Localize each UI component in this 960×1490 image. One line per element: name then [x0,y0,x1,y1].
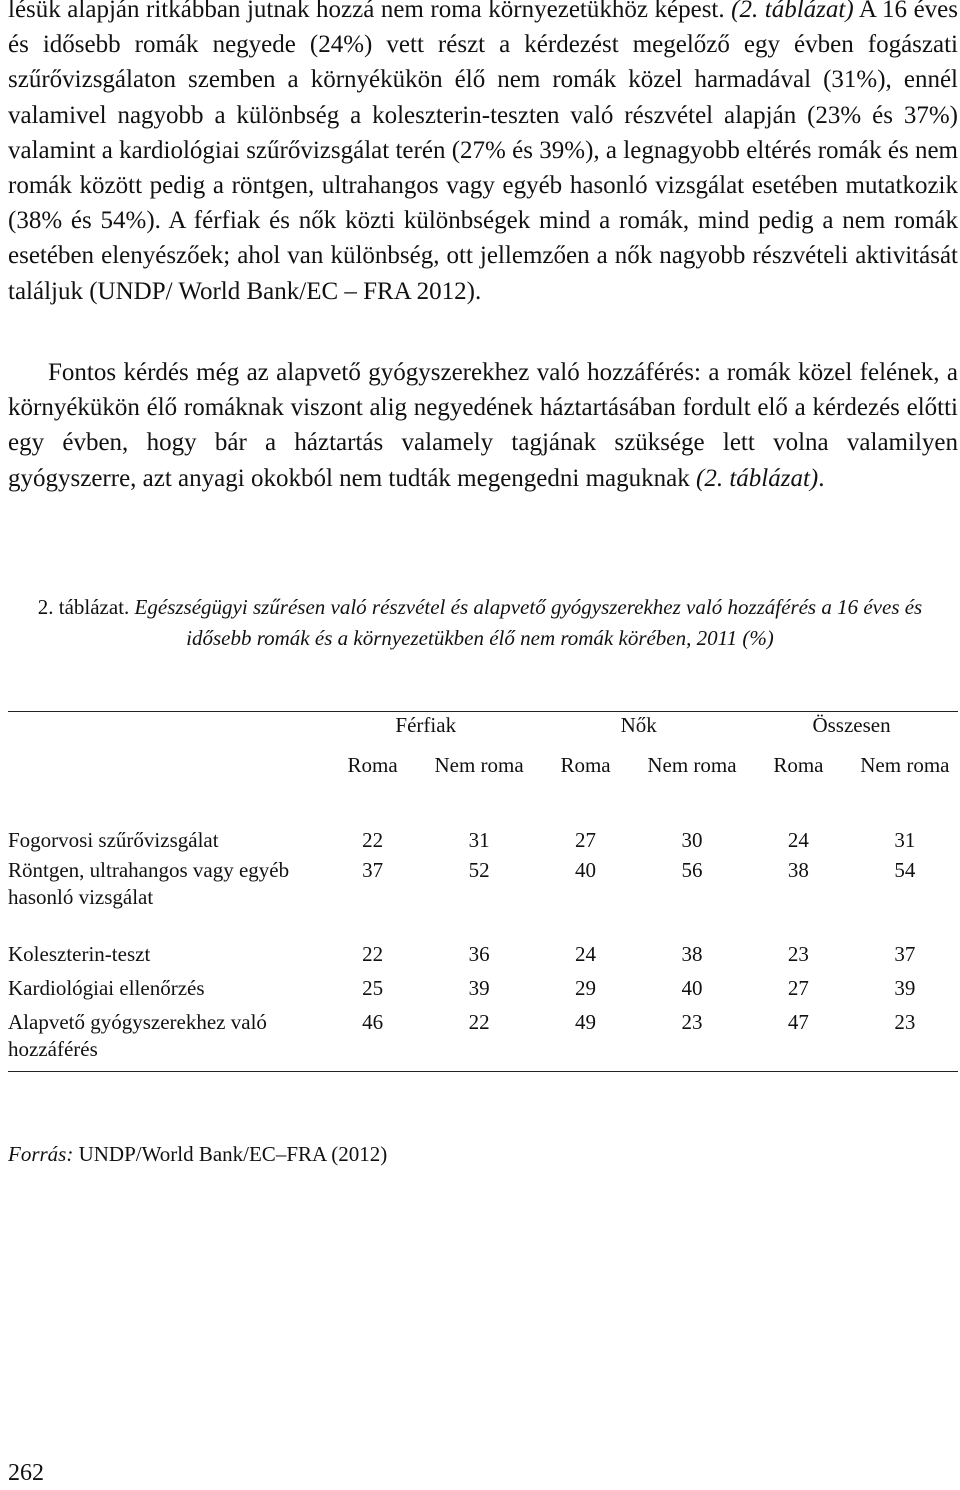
subheader-cell: Roma [560,753,611,777]
table-cell: 40 [575,858,597,882]
table-cell: 36 [468,942,490,966]
table-cell: 27 [787,976,809,1000]
table-cell: 38 [787,858,809,882]
table-row [8,1009,958,1072]
table-row [8,975,958,1009]
table-cell: 38 [681,942,703,966]
table-cell: 52 [468,858,490,882]
group-header-nok: Nők [620,713,657,737]
row-label: Röntgen, ultrahangos vagy egyéb hasonló vizsgálat [8,858,290,909]
table-cell: 56 [681,858,703,882]
page-number: 262 [8,1460,44,1486]
table-source-note [8,1139,387,1169]
paragraph-text: Fontos kérdés még az alapvető gyógyszerekhez való hozzáférés: a romák közel felének, a környékükön élő romáknak viszont alig negyedének háztartásában fordult elő a kérdezés előtti egy évben, hogy bár a háztartás valamely tagjának szüksége lett volna valamilyen gyógyszerre, azt anyagi okokból nem tudták megengedni maguknak [8,359,958,492]
source-text: UNDP/World Bank/EC–FRA (2012) [73,1142,388,1166]
table-cell: 27 [575,828,597,852]
row-label: Fogorvosi szűrővizsgálat [8,828,219,852]
paragraph-text: A 16 éves és idősebb romák negyede (24%) vett részt a kérdezést megelőző egy évben fogászati szűrővizsgálaton szemben a környékükön élő nem romák közel harmadával (31%), ennél valamivel nagyobb a különbség a koleszterin-teszten való részvétel alapján (23% és 37%) valamint a kardiológiai szűrővizsgálat terén (27% és 39%), a legnagyobb eltérés romák és nem romák között pedig a röntgen, ultrahangos vagy egyéb hasonló vizsgálat esetében mutatkozik (38% és 54%). A férfiak és nők közti különbségek mind a romák, mind pedig a nem romák esetében elenyészőek; ahol van különbség, ott jellemzően a nők nagyobb részvételi aktivitását találjuk (UNDP/ World Bank/EC – FRA 2012). [8,0,959,305]
table-cell: 22 [362,828,384,852]
table-cell: 54 [894,858,916,882]
table-cell: 24 [787,828,809,852]
table-cell: 31 [468,828,490,852]
table-reference: (2. táblázat) [696,464,819,492]
table-cell: 37 [894,942,916,966]
subheader-cell: Nem roma [434,753,524,777]
subheader-cell: Nem roma [647,753,737,777]
table-caption [30,592,930,654]
subheader-cell: Roma [773,753,824,777]
table-cell: 23 [787,942,809,966]
table-cell: 24 [575,942,597,966]
table-cell: 49 [575,1010,597,1034]
group-header-osszesen: Összesen [812,713,891,737]
table-caption-label: 2. táblázat. [37,595,130,619]
table-cell: 23 [681,1010,703,1034]
row-label: Kardiológiai ellenőrzés [8,976,205,1000]
table-cell: 30 [681,828,703,852]
source-label: Forrás: [8,1142,74,1166]
table-cell: 29 [575,976,597,1000]
subheader-cell: Nem roma [860,753,950,777]
body-paragraph-2 [8,355,958,496]
table-cell: 31 [894,828,916,852]
table-group-header-row [8,712,958,753]
table-cell: 37 [362,858,384,882]
table-cell: 25 [362,976,384,1000]
row-label: Koleszterin-teszt [8,942,151,966]
table-cell: 39 [468,976,490,1000]
table-cell: 22 [362,942,384,966]
table-cell: 39 [894,976,916,1000]
table-cell: 47 [787,1010,809,1034]
row-label: Alapvető gyógyszerekhez való hozzáférés [8,1010,267,1061]
group-header-ferfiak: Férfiak [395,713,457,737]
table-row [8,857,958,941]
body-paragraph-1 [8,0,958,309]
table-cell: 23 [894,1010,916,1034]
table-row [8,827,958,857]
table-row [8,941,958,975]
table-reference: (2. táblázat) [731,0,854,23]
table-cell: 40 [681,976,703,1000]
table-subheader-row [8,752,958,827]
paragraph-text: lésük alapján ritkábban jutnak hozzá nem roma környezetükhöz képest. [8,0,732,23]
table-caption-title: Egészségügyi szűrésen való részvétel és alapvető gyógyszerekhez való hozzáférés a 16 éves és idősebb romák és a környezetükben élő nem romák körében, 2011 (%) [134,595,923,650]
table-corner-cell [8,712,319,753]
data-table [8,711,958,1072]
paragraph-end: . [818,464,825,492]
table-cell: 22 [468,1010,490,1034]
subheader-cell: Roma [347,753,398,777]
table-cell: 46 [362,1010,384,1034]
table-corner-cell [8,752,319,827]
